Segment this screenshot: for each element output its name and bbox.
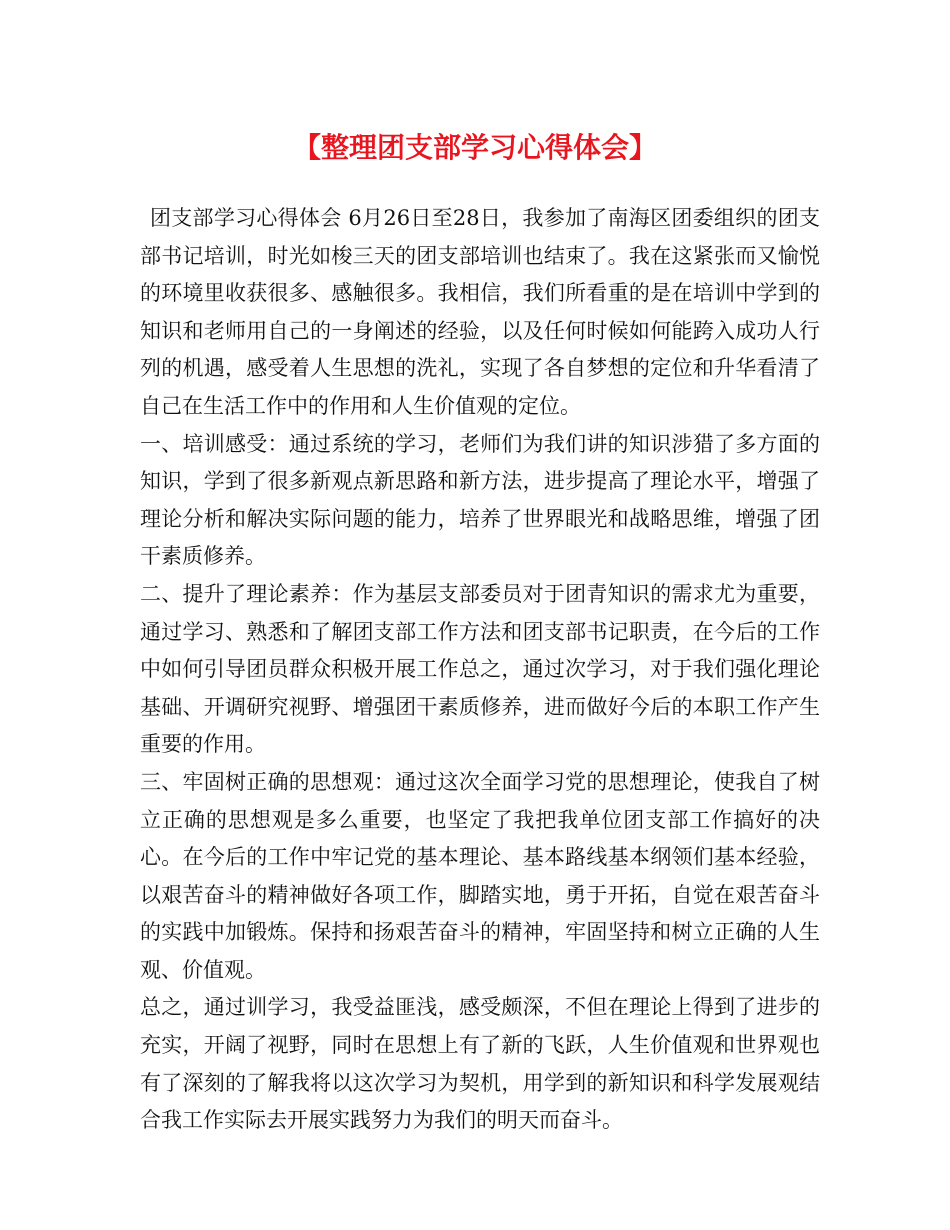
paragraph-section-1: 一、培训感受：通过系统的学习，老师们为我们讲的知识涉猎了多方面的知识，学到了很多新观点新思路和新方法，进步提高了理论水平，增强了理论分析和解决实际问题的能力，培养了世界眼光和战略思维，增强了团干素质修养。 bbox=[140, 431, 820, 569]
paragraph-section-2: 二、提升了理论素养：作为基层支部委员对于团青知识的需求尤为重要，通过学习、熟悉和了解团支部工作方法和团支部书记职责，在今后的工作中如何引导团员群众积极开展工作总之，通过次学习，对于我们强化理论基础、开调研究视野、增强团干素质修养，进而做好今后的本职工作产生重要的作用。 bbox=[140, 581, 820, 757]
paragraph-conclusion: 总之，通过训学习，我受益匪浅，感受颇深，不但在理论上得到了进步的充实，开阔了视野，同时在思想上有了新的飞跃，人生价值观和世界观也有了深刻的了解我将以这次学习为契机，用学到的新知识和科学发展观结合我工作实际去开展实践努力为我们的明天而奋斗。 bbox=[140, 995, 820, 1133]
document-title: 【整理团支部学习心得体会】 bbox=[292, 131, 657, 164]
document-body bbox=[140, 200, 820, 1140]
paragraph-intro: 团支部学习心得体会 6月26日至28日，我参加了南海区团委组织的团支部书记培训，时光如梭三天的团支部培训也结束了。我在这紧张而又愉悦的环境里收获很多、感触很多。我相信，我们所看重的是在培训中学到的知识和老师用自己的一身阐述的经验，以及任何时候如何能跨入成功人行列的机遇，感受着人生思想的洗礼，实现了各自梦想的定位和升华看清了自己在生活工作中的作用和人生价值观的定位。 bbox=[140, 206, 820, 418]
paragraph-section-3: 三、牢固树正确的思想观：通过这次全面学习党的思想理论，使我自了树立正确的思想观是多么重要，也坚定了我把我单位团支部工作搞好的决心。在今后的工作中牢记党的基本理论、基本路线基本纲领们基本经验，以艰苦奋斗的精神做好各项工作，脚踏实地，勇于开拓，自觉在艰苦奋斗的实践中加锻炼。保持和扬艰苦奋斗的精神，牢固坚持和树立正确的人生观、价值观。 bbox=[140, 769, 820, 982]
